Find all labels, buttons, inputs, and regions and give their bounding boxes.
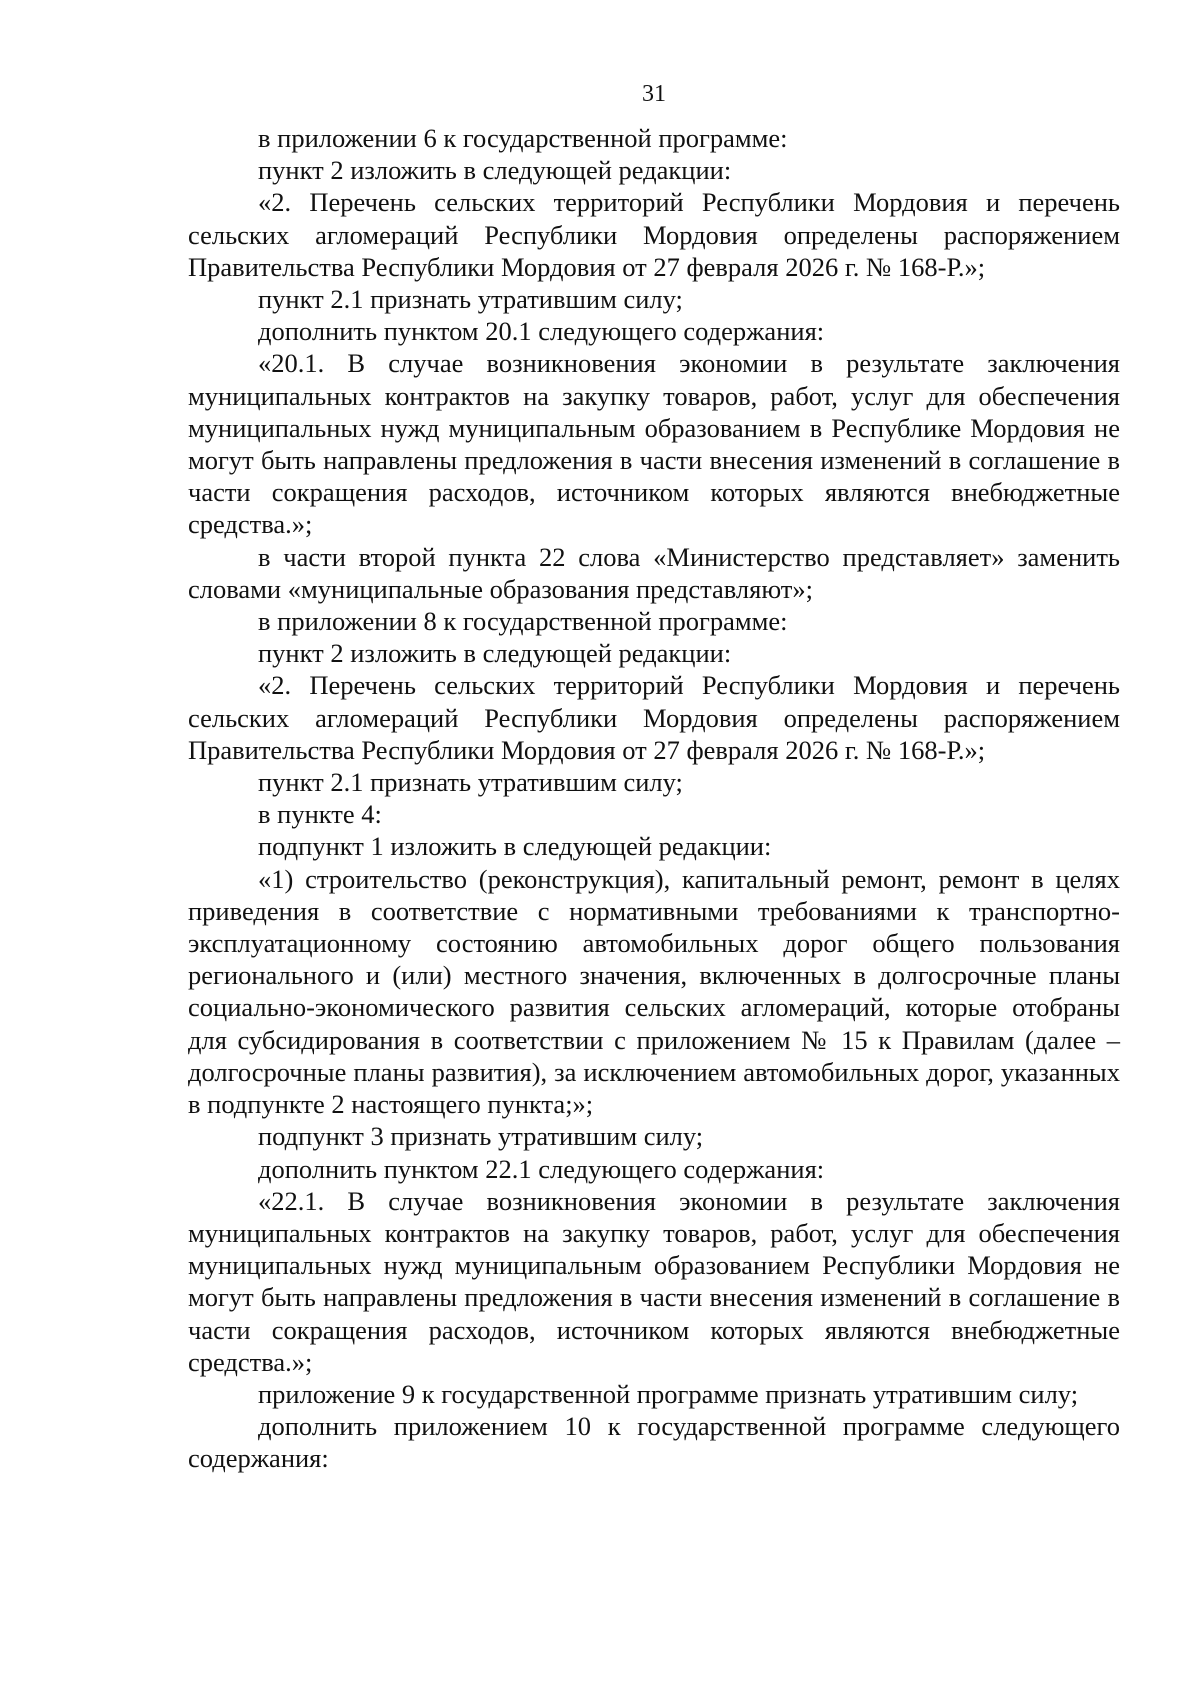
paragraph-territories-list-quote: «2. Перечень сельских территорий Республики Мордовия и перечень сельских агломераций Республики Мордовия определены распоряжением Правительства Республики Мордовия от 27 февраля 2026 г. № 168-Р.»; bbox=[188, 670, 1120, 765]
document-body bbox=[188, 122, 1120, 1475]
paragraph-point-22-1-quote: «22.1. В случае возникновения экономии в результате заключения муниципальных контрактов на закупку товаров, работ, услуг для обеспечения муниципальных нужд муниципальным образованием Республики Мордовия не могут быть направлены предложения в части внесения изменений в соглашение в части сокращения расходов, источником которых являются внебюджетные средства.»; bbox=[188, 1185, 1120, 1377]
page-number: 31 bbox=[642, 81, 666, 107]
paragraph-add-appendix-10: дополнить приложением 10 к государственной программе следующего содержания: bbox=[188, 1411, 1120, 1474]
paragraph-point-4-intro: в пункте 4: bbox=[258, 799, 382, 830]
paragraph-point-2-amend: пункт 2 изложить в следующей редакции: bbox=[258, 155, 732, 186]
paragraph-point-2-1-void: пункт 2.1 признать утратившим силу; bbox=[258, 767, 683, 798]
paragraph-subpoint-3-void: подпункт 3 признать утратившим силу; bbox=[258, 1121, 704, 1152]
paragraph-point-2-amend: пункт 2 изложить в следующей редакции: bbox=[258, 638, 732, 669]
paragraph-add-point-22-1: дополнить пунктом 22.1 следующего содержания: bbox=[258, 1153, 825, 1184]
paragraph-appendix-8-intro: в приложении 8 к государственной программе: bbox=[258, 606, 788, 637]
paragraph-territories-list-quote: «2. Перечень сельских территорий Республики Мордовия и перечень сельских агломераций Республики Мордовия определены распоряжением Правительства Республики Мордовия от 27 февраля 2026 г. № 168-Р.»; bbox=[188, 187, 1120, 282]
paragraph-appendix-9-void: приложение 9 к государственной программе признать утратившим силу; bbox=[258, 1378, 1079, 1409]
paragraph-point-2-1-void: пункт 2.1 признать утратившим силу; bbox=[258, 284, 683, 315]
paragraph-add-point-20-1: дополнить пунктом 20.1 следующего содержания: bbox=[258, 316, 825, 347]
paragraph-subpoint-1-amend: подпункт 1 изложить в следующей редакции: bbox=[258, 831, 772, 862]
paragraph-subpoint-1-quote: «1) строительство (реконструкция), капитальный ремонт, ремонт в целях приведения в соответствие с нормативными требованиями к транспортно-эксплуатационному состоянию автомобильных дорог общего пользования регионального и (или) местного значения, включенных в долгосрочные планы социально-экономического развития сельских агломераций, которые отобраны для субсидирования в соответствии с приложением № 15 к Правилам (далее – долгосрочные планы развития), за исключением автомобильных дорог, указанных в подпункте 2 настоящего пункта;»; bbox=[188, 863, 1120, 1120]
paragraph-point-22-words: в части второй пункта 22 слова «Министерство представляет» заменить словами «муниципальные образования представляют»; bbox=[188, 541, 1120, 604]
paragraph-point-20-1-quote: «20.1. В случае возникновения экономии в результате заключения муниципальных контрактов на закупку товаров, работ, услуг для обеспечения муниципальных нужд муниципальным образованием в Республике Мордовия не могут быть направлены предложения в части внесения изменений в соглашение в части сокращения расходов, источником которых являются внебюджетные средства.»; bbox=[188, 348, 1120, 540]
paragraph-appendix-6-intro: в приложении 6 к государственной программе: bbox=[258, 123, 788, 153]
